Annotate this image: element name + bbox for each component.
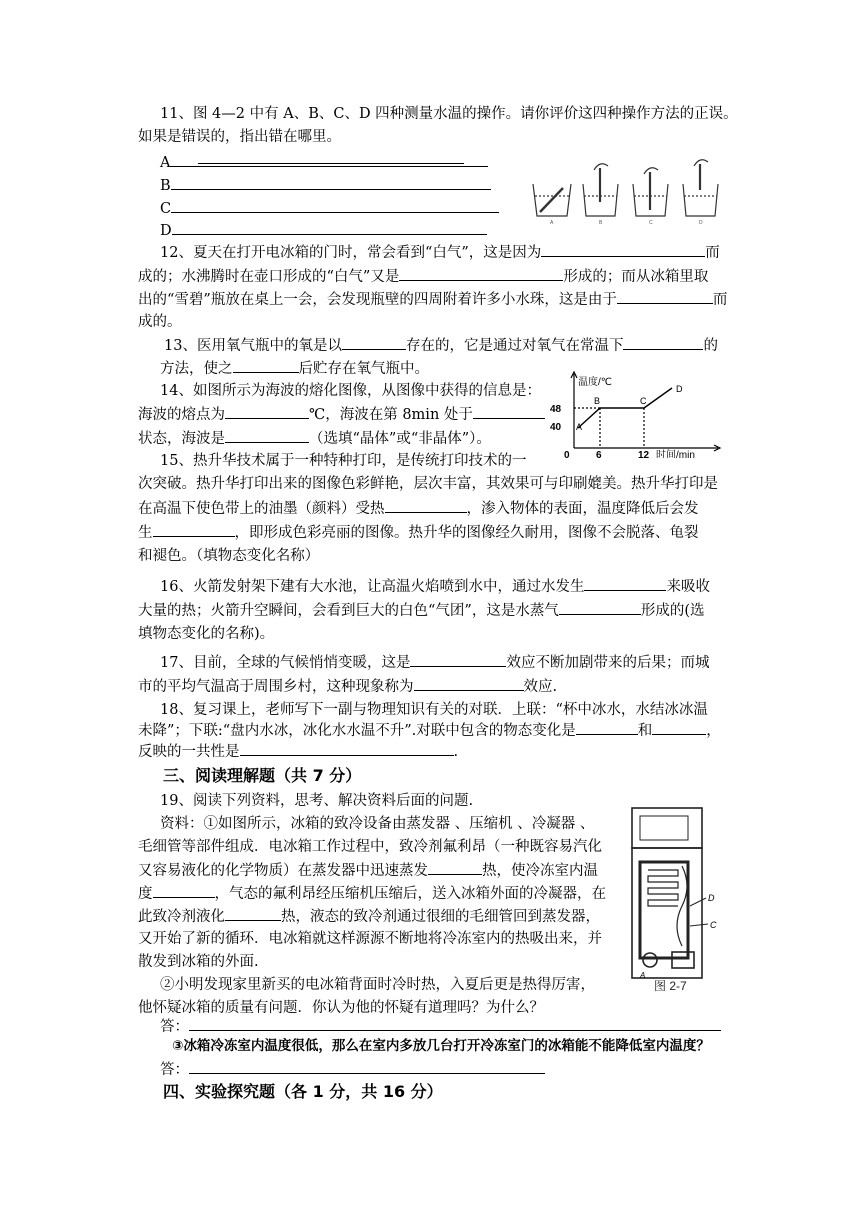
- q11-option-c: C: [160, 198, 499, 219]
- q14-line2: 海波的熔点为 ℃，海波在第 8min 处于: [138, 404, 545, 425]
- q11-a-strikeline: [198, 163, 464, 164]
- q15-line3: 在高温下使色带上的油墨（颜料）受热 ，渗入物体的表面，温度降低后会发: [138, 498, 699, 519]
- section-4-heading: 四、实验探究题（各 1 分，共 16 分）: [163, 1082, 443, 1101]
- q18-line1: 18、复习课上，老师写下一副与物理知识有关的对联．上联：“杯中冰水，水结冰冰温: [160, 702, 708, 718]
- q19-line1: 19、阅读下列资料，思考、解决资料后面的问题.: [160, 793, 474, 809]
- q17-line1: 17、目前，全球的气候悄悄变暖，这是 效应不断加剧带来的后果；而城: [160, 652, 709, 673]
- q11-option-a: A: [160, 152, 488, 173]
- q15-line4: 生 ，即形成色彩亮丽的图像。热升华的图像经久耐用，图像不会脱落、龟裂: [138, 522, 699, 543]
- q18-line3: 反映的一共性是 .: [138, 741, 458, 762]
- q11-line2: 如果是错误的，指出错在哪里。: [138, 129, 341, 145]
- q16-line3: 填物态变化的名称)。: [138, 626, 275, 642]
- q19-line2: 资料：①如图所示，冰箱的致冷设备由蒸发器 、压缩机 、冷凝器 、: [160, 816, 595, 832]
- q19-question-3: ③冰箱冷冻室内温度很低，那么在室内多放几台打开冷冻室门的冰箱能不能降低室内温度？: [172, 1038, 710, 1054]
- q19-line4: 又容易液化的化学物质）在蒸发器中迅速蒸发 热，使冷冻室内温: [138, 860, 598, 881]
- svg-text:C: C: [710, 920, 717, 930]
- q11-option-b: B: [160, 175, 491, 196]
- q14-line3: 状态，海波是 （选填“晶体”或“非晶体”）。: [138, 428, 491, 449]
- q19-line3: 毛细管等部件组成．电冰箱工作过程中，致冷剂氟利昂（一种既容易汽化: [138, 839, 602, 855]
- melting-graph: [548, 370, 726, 458]
- graph-point-d: D: [676, 384, 683, 394]
- graph-ytick-48: 48: [550, 404, 562, 415]
- section-3-heading: 三、阅读理解题（共 7 分）: [163, 766, 362, 785]
- q19-line6: 此致冷剂液化 热，液态的致冷剂通过很细的毛细管回到蒸发器，: [138, 906, 600, 927]
- q13-line2: 方法，使之 后贮存在氧气瓶中。: [160, 358, 429, 379]
- q12-line3: 出的“雪碧”瓶放在桌上一会，会发现瓶壁的四周附着许多小水珠，这是由于 而: [138, 289, 727, 310]
- q19-line8: 散发到冰箱的外面.: [138, 954, 259, 970]
- refrigerator-figure: [624, 806, 728, 992]
- svg-text:D: D: [708, 893, 715, 903]
- q17-line2: 市的平均气温高于周围乡村，这种现象称为 效应.: [138, 676, 557, 697]
- q12-line1: 12、夏天在打开电冰箱的门时，常会看到“白气”，这是因为 而: [160, 242, 720, 263]
- q19-line5: 度 ，气态的氟利昂经压缩机压缩后，送入冰箱外面的冷凝器，在: [138, 883, 606, 904]
- graph-ylabel: 温度/℃: [578, 377, 613, 388]
- graph-point-b: B: [594, 396, 601, 406]
- q15-line5: 和褪色。（填物态变化名称）: [138, 548, 320, 564]
- fig-caption: 图 2-7: [654, 979, 687, 992]
- graph-xtick-0: 0: [564, 450, 570, 458]
- q13-line1: 13、医用氧气瓶中的氧是以 存在的，它是通过对氧气在常温下 的: [164, 335, 718, 356]
- q19-answer-2: 答：: [160, 1059, 545, 1080]
- q12-line2: 成的；水沸腾时在壶口形成的“白气”又是 形成的；而从冰箱里取: [138, 266, 708, 287]
- fig-label-c: C: [649, 220, 653, 224]
- graph-ytick-40: 40: [550, 422, 562, 433]
- q11-line1: 11、图 4—2 中有 A、B、C、D 四种测量水温的操作。请你评价这四种操作方法的正误。: [160, 106, 738, 122]
- q18-line2: 未降”；下联:“盘内水冰，冰化水水温不升”.对联中包含的物态变化是 和 ，: [138, 720, 721, 741]
- thermometer-beakers-figure: [525, 158, 725, 224]
- q14-line1: 14、如图所示为海波的熔化图像，从图像中获得的信息是：: [160, 383, 541, 399]
- q19-line9: ②小明发现家里新买的电冰箱背面时冷时热，入夏后更是热得厉害，: [160, 977, 595, 993]
- fig-label-b: B: [599, 220, 603, 224]
- q15-line2: 次突破。热升华打印出来的图像色彩鲜艳，层次丰富，其效果可与印刷媲美。热升华打印是: [138, 476, 718, 492]
- svg-text:A: A: [640, 971, 646, 980]
- q19-line7: 又开始了新的循环．电冰箱就这样源源不断地将冷冻室内的热吸出来，并: [138, 931, 602, 947]
- graph-point-c: C: [640, 396, 647, 406]
- q11-option-d: D: [160, 220, 487, 241]
- graph-xtick-12: 12: [638, 450, 650, 458]
- fig-label-d: D: [699, 220, 703, 224]
- q12-line4: 成的。: [138, 314, 182, 330]
- q16-line1: 16、火箭发射架下建有大水池，让高温火焰喷到水中，通过水发生 来吸收: [160, 576, 710, 597]
- q19-line10: 他怀疑冰箱的质量有问题．你认为他的怀疑有道理吗？为什么？: [138, 1000, 544, 1016]
- graph-xlabel: 时间/min: [656, 450, 695, 458]
- graph-point-a: A: [576, 422, 583, 432]
- graph-xtick-6: 6: [596, 450, 602, 458]
- q19-answer-1: 答：: [160, 1016, 721, 1037]
- q16-line2: 大量的热；火箭升空瞬间，会看到巨大的白色“气团”，这是水蒸气 形成的(选: [138, 600, 705, 621]
- fig-label-a: A: [550, 220, 554, 224]
- q15-line1: 15、热升华技术属于一种特种打印，是传统打印技术的一: [160, 453, 527, 469]
